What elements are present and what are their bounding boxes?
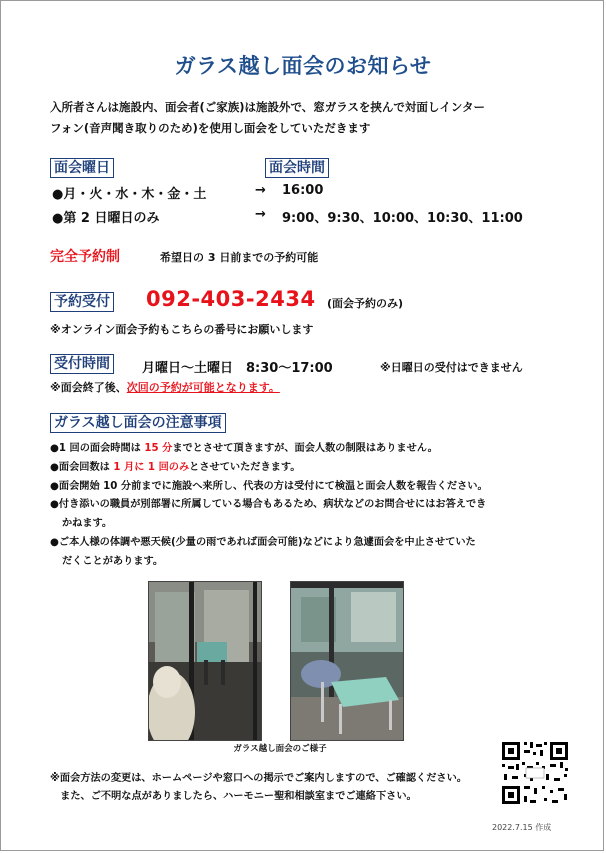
note-4a: ●付き添いの職員が別部署に所属している場合もあるため、病状などのお問合せにはお答えでき: [50, 499, 487, 511]
online-note: ※オンライン面会予約もこちらの番号にお願いします: [50, 323, 314, 336]
days-label: 面会曜日: [50, 158, 114, 178]
intro-line-2: フォン(音声聞き取りのため)を使用し面会をしていただきます: [50, 121, 371, 135]
intro-line-1: 入所者さんは施設内、面会者(ご家族)は施設外で、窓ガラスを挟んで対面しインター: [50, 100, 485, 114]
hours-label: 受付時間: [50, 354, 114, 374]
schedule-row-1-days: ●月・火・水・木・金・土: [52, 187, 207, 202]
note-2-a: ●面会回数は: [50, 461, 114, 473]
reservation-note: 希望日の 3 日前までの予約可能: [160, 251, 319, 264]
meeting-photo-1: [148, 581, 262, 741]
phone-suffix: (面会予約のみ): [327, 297, 404, 310]
footer-line-1: ※面会方法の変更は、ホームページや窓口への掲示でご案内しますので、ご確認ください。: [50, 773, 467, 784]
schedule-row-1-arrow: →: [255, 183, 266, 198]
reservation-label: 完全予約制: [50, 249, 120, 265]
phone-label-wrap: [50, 292, 114, 312]
notes-list: [50, 440, 562, 572]
phone-label: 予約受付: [50, 292, 114, 312]
note-1-b: までとさせて頂きますが、面会人数の制限はありません。: [172, 443, 438, 454]
hours-text: 月曜日～土曜日 8:30～17:00: [142, 361, 333, 376]
page-title: ガラス越し面会のお知らせ: [174, 54, 432, 78]
notes-heading-wrap: [50, 413, 226, 433]
qr-code-icon: [500, 740, 570, 806]
note-2-b: とさせていただきます。: [189, 461, 301, 473]
photo-caption: ガラス越し面会のご様子: [233, 744, 327, 754]
note-1-red: 15 分: [144, 443, 173, 454]
schedule-row-1-time: 16:00: [282, 183, 324, 198]
after-note-prefix: ※面会終了後、: [50, 381, 127, 394]
created-date: 2022.7.15 作成: [492, 823, 552, 832]
after-note: [50, 379, 280, 395]
schedule-row-2-time: 9:00、9:30、10:00、10:30、11:00: [282, 211, 523, 226]
schedule-row-2-days: ●第 2 日曜日のみ: [52, 211, 160, 226]
note-1-a: ●1 回の面会時間は: [50, 443, 145, 454]
note-5a: ●ご本人様の体調や悪天候(少量の雨であれば面会可能)などにより急遽面会を中止させていた: [50, 536, 476, 548]
days-label-wrap: [50, 158, 114, 178]
sunday-note: ※日曜日の受付はできません: [380, 361, 523, 374]
time-label: 面会時間: [265, 158, 329, 178]
intro-paragraph: [50, 97, 560, 139]
note-1: [50, 440, 562, 459]
hours-label-wrap: [50, 354, 114, 374]
note-5b: だくことがあります。: [62, 555, 164, 567]
phone-number: 092-403-2434: [146, 287, 316, 311]
qr-code: [500, 740, 570, 806]
footer-line-2: また、ご不明な点がありましたら、ハーモニー聖和相談室までご連絡下さい。: [50, 791, 417, 802]
footer-notes: [50, 770, 500, 806]
time-label-wrap: [265, 158, 329, 178]
schedule-row-2-arrow: →: [255, 207, 266, 222]
after-note-red: 次回の予約が可能となります。: [126, 381, 280, 394]
note-2: [50, 459, 562, 478]
note-3: ●面会開始 10 分前までに施設へ来所し、代表の方は受付にて検温と面会人数を報告ください。: [50, 480, 488, 492]
notes-heading: ガラス越し面会の注意事項: [50, 413, 226, 433]
note-4b: かねます。: [62, 518, 113, 530]
meeting-photo-2: [290, 581, 404, 741]
note-2-red: 1 月に 1 回のみ: [113, 461, 190, 473]
